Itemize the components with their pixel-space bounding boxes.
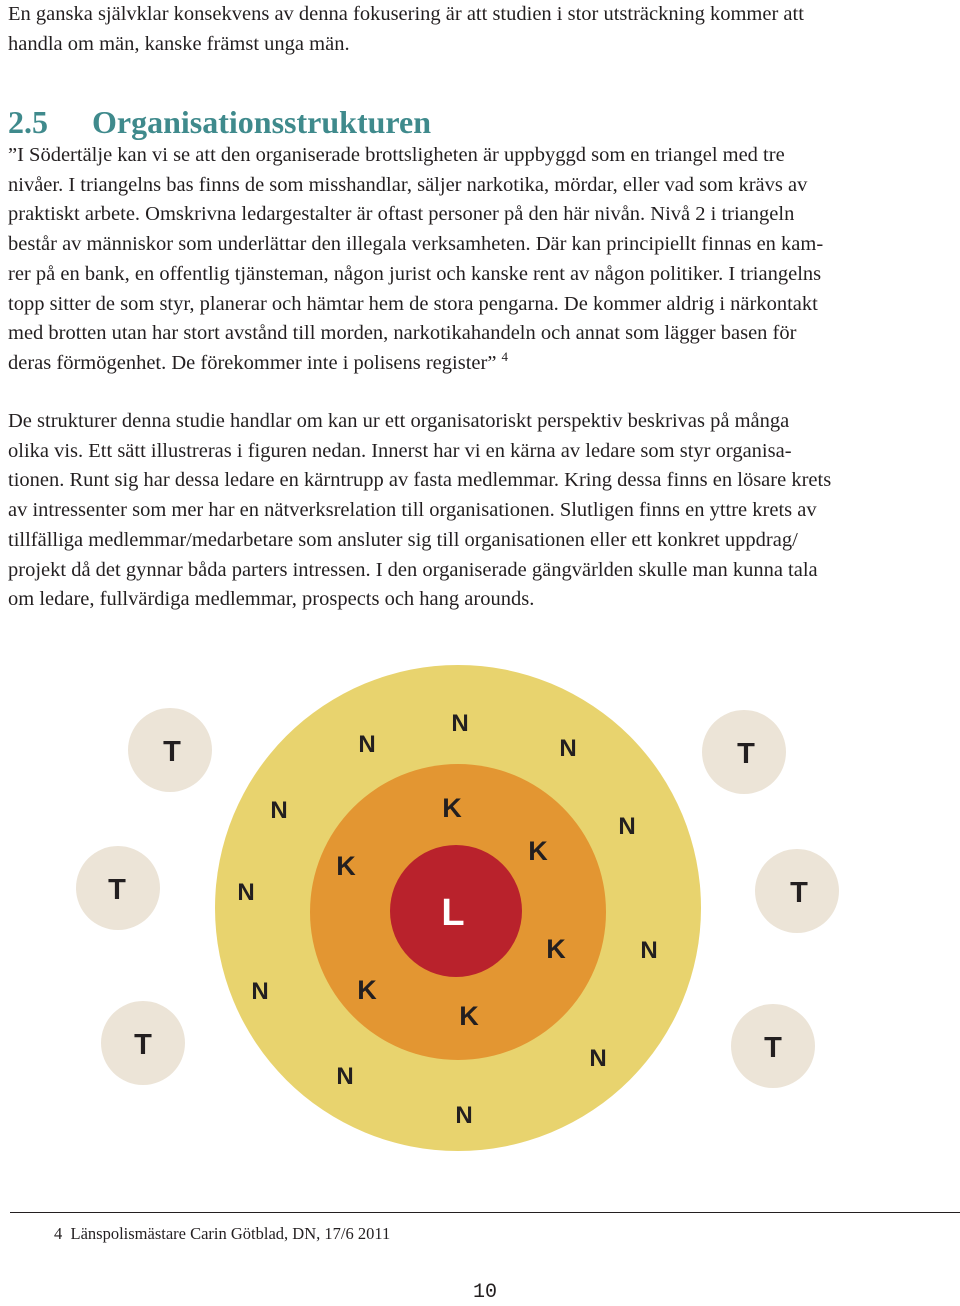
text-line: ”I Södertälje kan vi se att den organiserade brottsligheten är uppbyggd som en triangel med tre — [8, 144, 785, 166]
associate-label: N — [451, 710, 469, 737]
text-line: tillfälliga medlemmar/medarbetare som ansluter sig till organisationen eller ett konkret uppdrag/ — [8, 528, 798, 551]
text-line: tionen. Runt sig har dessa ledare en kärntrupp av fasta medlemmar. Kring dessa finns en lösare krets — [8, 469, 832, 492]
section-number: 2.5 — [8, 104, 48, 140]
page-number: 10 — [472, 1281, 497, 1304]
text-line: En ganska självklar konsekvens av denna fokusering är att studien i stor utsträckning kommer att — [8, 3, 804, 25]
text-line: rer på en bank, en offentlig tjänsteman, någon jurist och kanske rent av någon politiker. I triangelns — [8, 262, 822, 285]
text-line: olika vis. Ett sätt illustreras i figuren nedan. Innerst har vi en kärna av ledare som styr organisa- — [8, 439, 792, 462]
body-paragraph — [8, 407, 958, 615]
footnote-number: 4 — [54, 1224, 63, 1243]
associate-label: N — [237, 879, 255, 906]
member-label: K — [459, 1001, 479, 1031]
associate-label: N — [640, 937, 658, 964]
member-label: K — [442, 793, 462, 823]
footnote-divider — [10, 1212, 960, 1213]
text-line: med brotten utan har stort avstånd till morden, narkotikahandeln och annat som lägger basen för — [8, 322, 797, 345]
text-line: handla om män, kanske främst unga män. — [8, 32, 350, 55]
text-line: praktiskt arbete. Omskrivna ledargestalter är oftast personer på den här nivån. Nivå 2 i triangeln — [8, 203, 795, 226]
associate-label: N — [358, 731, 376, 758]
text-line: består av människor som underlättar den illegala verksamheten. Där kan principiellt finnas en kam- — [8, 233, 824, 256]
satellite-label: T — [737, 738, 755, 770]
quote-paragraph — [8, 141, 958, 379]
text-line: nivåer. I triangelns bas finns de som misshandlar, säljer narkotika, mördar, eller vad som krävs av — [8, 173, 808, 196]
footnote — [54, 1222, 390, 1246]
associate-label: N — [589, 1045, 607, 1072]
text-line: De strukturer denna studie handlar om kan ur ett organisatoriskt perspektiv beskrivas på många — [8, 410, 790, 432]
text-line-content: deras förmögenhet. De förekommer inte i polisens register” — [8, 351, 497, 374]
satellite-label: T — [163, 736, 181, 768]
footnote-text: Länspolismästare Carin Götblad, DN, 17/6 2011 — [70, 1224, 391, 1243]
satellite-label: T — [134, 1029, 152, 1061]
section-heading — [8, 102, 431, 142]
text-line — [8, 349, 958, 379]
satellite-label: T — [790, 877, 808, 909]
core-label: L — [441, 892, 465, 934]
member-label: K — [336, 851, 356, 881]
member-label: K — [357, 975, 377, 1005]
associate-label: N — [251, 978, 269, 1005]
footnote-reference[interactable]: 4 — [501, 348, 509, 364]
associate-label: N — [270, 797, 288, 824]
associate-label: N — [618, 813, 636, 840]
intro-paragraph — [8, 0, 958, 59]
satellite-label: T — [108, 874, 126, 906]
satellite-label: T — [764, 1032, 782, 1064]
text-line: topp sitter de som styr, planerar och hämtar hem de stora pengarna. De kommer aldrig i närkontakt — [8, 292, 818, 315]
member-label: K — [528, 836, 548, 866]
text-line: av intressenter som mer har en nätverksrelation till organisationen. Slutligen finns en yttre krets av — [8, 499, 817, 522]
associate-label: N — [336, 1063, 354, 1090]
associate-label: N — [455, 1102, 473, 1129]
section-title: Organisationsstrukturen — [92, 104, 432, 140]
text-line: om ledare, fullvärdiga medlemmar, prospects och hang arounds. — [8, 588, 535, 611]
member-label: K — [546, 934, 566, 964]
organisation-circles-diagram — [0, 650, 960, 1170]
text-line: projekt då det gynnar båda parters intressen. I den organiserade gängvärlden skulle man kunna tala — [8, 558, 818, 581]
associate-label: N — [559, 735, 577, 762]
